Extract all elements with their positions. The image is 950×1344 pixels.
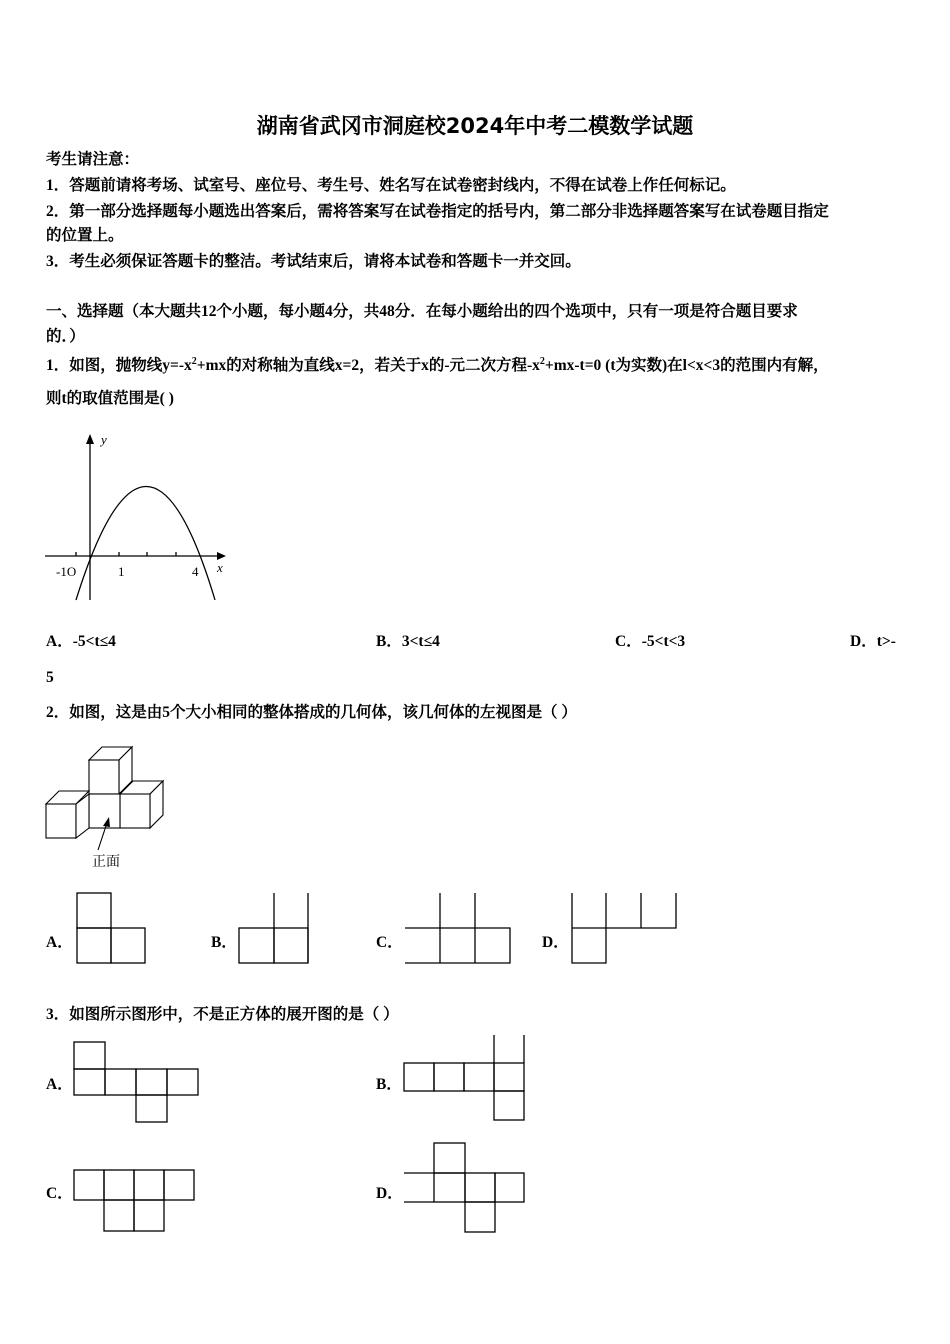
notice-heading: 考生请注意： — [46, 151, 140, 168]
notice-item: 3．考生必须保证答题卡的整洁。考试结束后，请将本试卷和答题卡一并交回。 — [46, 253, 581, 270]
q3-option-a[interactable]: A． — [46, 1076, 73, 1093]
q3-option-c[interactable]: C． — [46, 1185, 73, 1202]
cube-solid-figure — [40, 740, 180, 875]
y-axis-arrow — [86, 434, 94, 444]
parabola-curve — [76, 487, 215, 601]
q2-option-a-figure — [76, 892, 148, 966]
q1-option-c[interactable]: C．-5<t<3 — [615, 633, 686, 650]
q2-option-b[interactable]: B． — [211, 934, 237, 951]
q3-option-d-figure — [403, 1142, 529, 1236]
origin-label: -1O — [56, 564, 77, 579]
q2-option-d-figure — [571, 892, 681, 966]
q3-text: 3．如图所示图形中，不是正方体的展开图的是（ ） — [46, 1006, 399, 1023]
x-axis-arrow — [217, 552, 226, 560]
section-heading-cont: 的．） — [46, 328, 85, 345]
q3-option-d[interactable]: D． — [376, 1185, 403, 1202]
notice-item: 1．答题前请将考场、试室号、座位号、考生号、姓名写在试卷密封线内，不得在试卷上作任何标记。 — [46, 177, 736, 194]
q1-option-d[interactable]: D．t>- — [850, 633, 896, 650]
q2-option-d[interactable]: D． — [542, 934, 569, 951]
q1-text-cont: 则t的取值范围是( ) — [46, 390, 174, 407]
q3-option-b[interactable]: B． — [376, 1076, 402, 1093]
notice-item: 2．第一部分选择题每小题选出答案后，需将答案写在试卷指定的括号内，第二部分非选择题答案写在试卷题目指定 — [46, 203, 829, 220]
y-label: y — [101, 432, 107, 447]
q3-option-b-figure — [403, 1034, 527, 1124]
q2-option-a[interactable]: A． — [46, 934, 73, 951]
section-heading: 一、选择题（本大题共12个小题，每小题4分，共48分．在每小题给出的四个选项中，只有一项是符合题目要求 — [46, 303, 798, 320]
q2-text: 2．如图，这是由5个大小相同的整体搭成的几何体，该几何体的左视图是（ ） — [46, 704, 577, 721]
tick-label-1: 1 — [118, 564, 125, 579]
q2-option-c-figure — [404, 892, 514, 966]
front-label: 正面 — [92, 854, 120, 870]
q2-option-b-figure — [238, 892, 312, 966]
q1-option-d-cont: 5 — [46, 669, 54, 686]
q1-text: 1．如图，抛物线$y=-x^2+mx$的对称轴为直线x=2，若关于x的-元二次方程$-x^2+mx-t=0$ (t为实数)在l<x<3的范围内有解， — [46, 356, 829, 375]
tick-label-4: 4 — [192, 564, 199, 579]
page-title: 湖南省武冈市洞庭校2024年中考二模数学试题 — [256, 114, 694, 138]
q3-option-a-figure — [73, 1041, 203, 1125]
q3-option-c-figure — [73, 1169, 197, 1235]
q1-option-a[interactable]: A．-5<t≤4 — [46, 633, 116, 650]
x-label: x — [217, 560, 223, 575]
q1-option-b[interactable]: B．3<t≤4 — [376, 633, 440, 650]
q2-option-c[interactable]: C． — [376, 934, 403, 951]
notice-item: 的位置上。 — [46, 227, 124, 244]
parabola-graph — [40, 428, 240, 603]
